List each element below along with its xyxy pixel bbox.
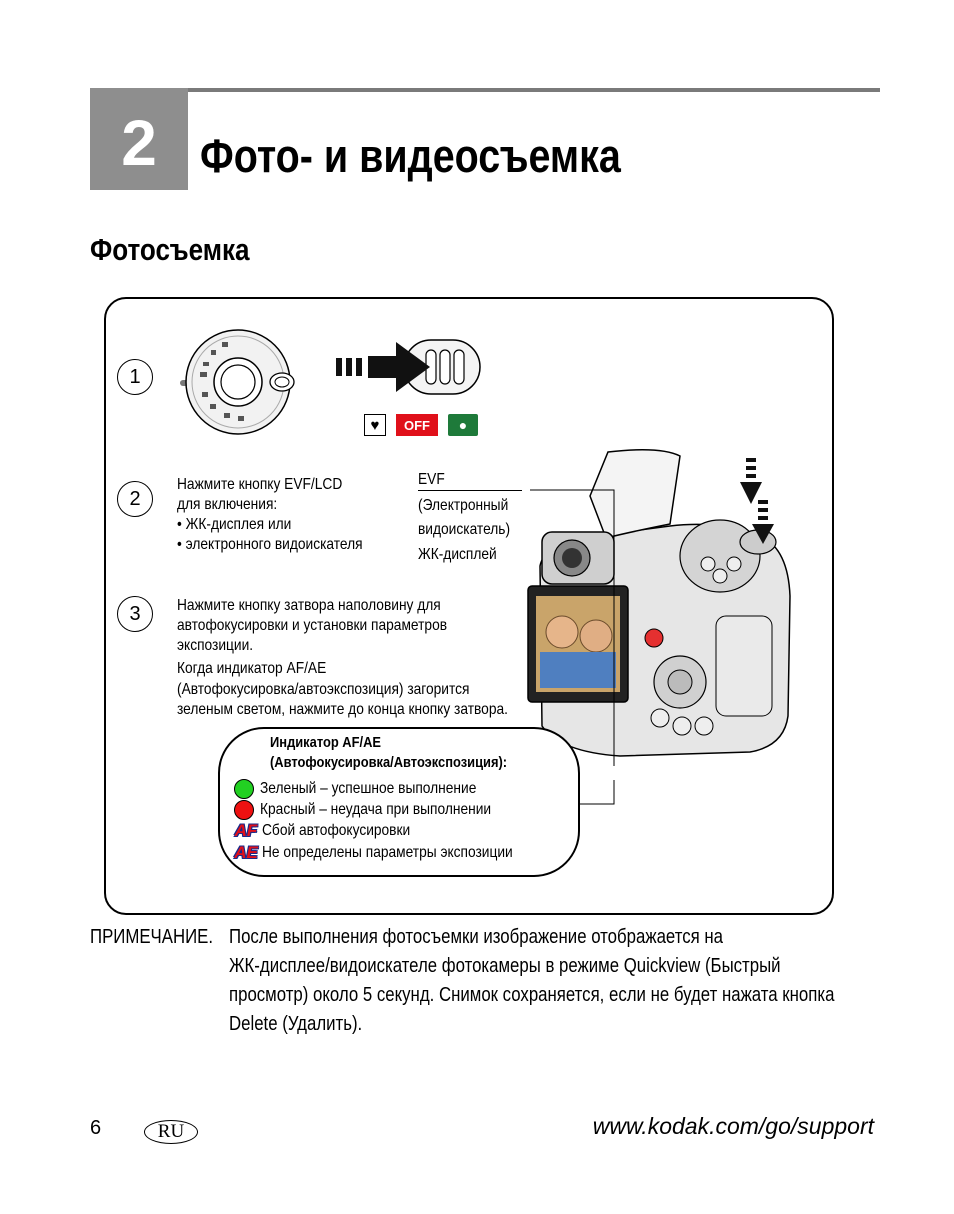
note-line: просмотр) около 5 секунд. Снимок сохраняется, если не будет нажата кнопка [229, 984, 835, 1006]
legend-leader-line [578, 780, 618, 810]
step-2-line: • ЖК-дисплея или [177, 516, 292, 533]
legend-row [234, 799, 529, 821]
step-3-line: Нажмите кнопку затвора наполовину для [177, 597, 441, 614]
legend-title-line: (Автофокусировка/Автоэкспозиция): [270, 754, 508, 771]
step-2-line: Нажмите кнопку EVF/LCD [177, 476, 343, 493]
evf-callout-line: EVF [418, 471, 445, 488]
favorites-mode-icon: ♥ [364, 414, 386, 436]
power-switch-arrow-icon [334, 336, 484, 398]
camera-mode-icon: ● [448, 414, 478, 436]
green-dot-icon [234, 779, 254, 799]
red-dot-icon [234, 800, 254, 820]
note-label: ПРИМЕЧАНИЕ. [90, 926, 214, 948]
chapter-number-box [90, 88, 188, 190]
step-2-line: для включения: [177, 496, 278, 513]
evf-callout-line: (Электронный [418, 497, 509, 514]
step-2-line: • электронного видоискателя [177, 536, 363, 553]
step-1-circle: 1 [117, 359, 153, 395]
af-ae-legend [218, 727, 580, 877]
evf-callout-rule [418, 490, 522, 491]
note-line: После выполнения фотосъемки изображение отображается на [229, 926, 723, 948]
page-number: 6 [90, 1117, 102, 1139]
legend-row-text: Красный – неудача при выполнении [260, 801, 492, 818]
chapter-number: 2 [121, 107, 157, 179]
mode-dial-icon [178, 328, 298, 436]
legend-row-text: Зеленый – успешное выполнение [260, 780, 477, 797]
step-3-circle: 3 [117, 596, 153, 632]
legend-title [270, 733, 507, 773]
language-badge: RU [144, 1120, 198, 1144]
off-mode-icon: OFF [396, 414, 438, 436]
legend-row [234, 778, 512, 800]
mode-icons-row [364, 414, 478, 436]
step-3-line: зеленым светом, нажмите до конца кнопку затвора. [177, 701, 508, 718]
legend-row [234, 842, 554, 864]
step-3-line: экспозиции. [177, 637, 254, 654]
ae-badge-icon: AE [234, 843, 258, 862]
note-line: Delete (Удалить). [229, 1013, 363, 1035]
section-title: Фотосъемка [90, 232, 250, 267]
note-line: ЖК-дисплее/видоискателе фотокамеры в режиме Quickview (Быстрый [229, 955, 781, 977]
evf-callout-line: ЖК-дисплей [418, 546, 497, 563]
legend-title-line: Индикатор AF/AE [270, 734, 382, 751]
evf-callout-line: видоискатель) [418, 521, 511, 538]
support-url: www.kodak.com/go/support [592, 1113, 874, 1139]
chapter-title: Фото- и видеосъемка [200, 129, 621, 182]
camera-back-icon [520, 446, 800, 766]
legend-row-text: Сбой автофокусировки [262, 822, 411, 839]
step-3-line: автофокусировки и установки параметров [177, 617, 448, 634]
step-3-line: (Автофокусировка/автоэкспозиция) загорится [177, 681, 470, 698]
legend-row-text: Не определены параметры экспозиции [262, 844, 513, 861]
legend-row [234, 820, 434, 842]
step-3-line: Когда индикатор AF/AE [177, 660, 327, 677]
step-2-circle: 2 [117, 481, 153, 517]
chapter-rule [90, 88, 880, 92]
af-badge-icon: AF [234, 821, 258, 840]
